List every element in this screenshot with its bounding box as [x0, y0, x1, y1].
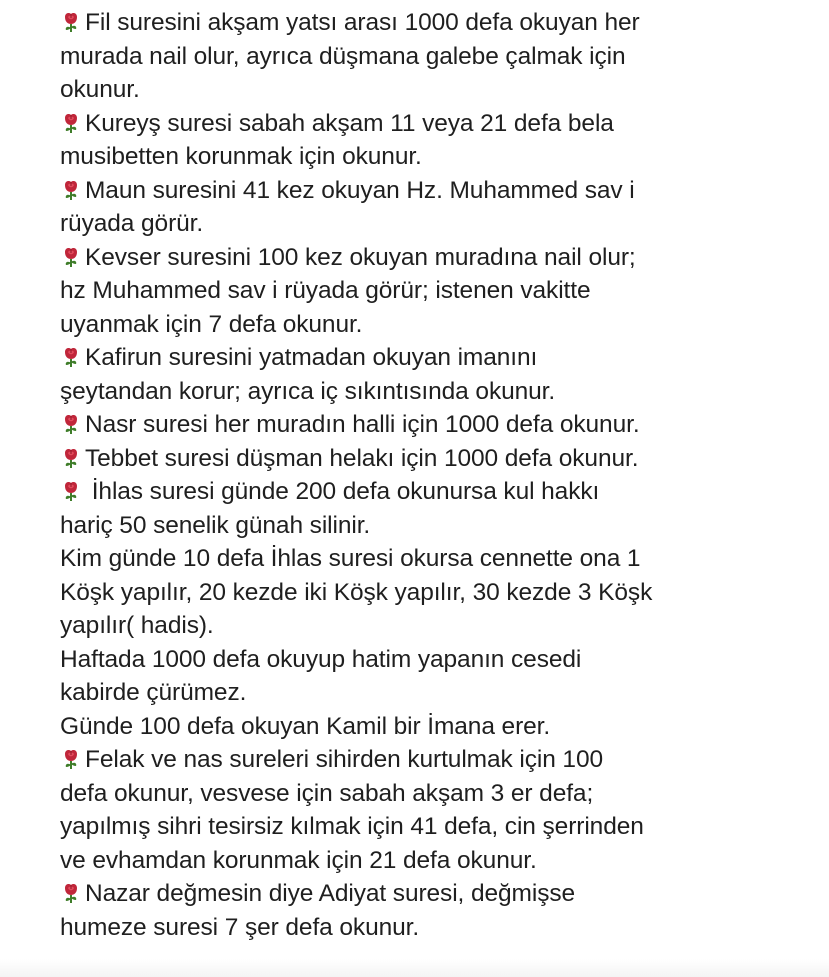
text-line [60, 877, 820, 911]
text-line [60, 676, 820, 710]
line-text: Felak ve nas sureleri sihirden kurtulmak için 100 [85, 746, 603, 773]
rose-icon [60, 244, 82, 266]
paragraph [60, 174, 820, 241]
text-line [60, 609, 820, 643]
text-line [60, 643, 820, 677]
line-text: Kim günde 10 defa İhlas suresi okursa cennette ona 1 [60, 545, 641, 572]
text-line [60, 408, 820, 442]
line-text: yapılmış sihri tesirsiz kılmak için 41 defa, cin şerrinden [60, 813, 644, 840]
text-line [60, 576, 820, 610]
text-line [60, 40, 820, 74]
text-line [60, 308, 820, 342]
line-text: ve evhamdan korunmak için 21 defa okunur. [60, 846, 537, 874]
line-text: okunur. [60, 76, 140, 103]
line-text: hariç 50 senelik günah silinir. [60, 511, 371, 539]
line-text: İhlas suresi günde 200 defa okunursa kul hakkı [85, 478, 600, 505]
text-line [60, 241, 820, 275]
line-text: Nazar değmesin diye Adiyat suresi, değmişse [85, 880, 576, 907]
paragraph [60, 6, 820, 107]
rose-icon [60, 746, 82, 768]
text-line [60, 341, 820, 375]
text-line [60, 174, 820, 208]
line-text: murada nail olur, ayrıca düşmana galebe çalmak için [60, 42, 626, 70]
paragraph [60, 542, 820, 643]
text-line [60, 743, 820, 777]
paragraph [60, 442, 820, 476]
text-line [60, 140, 820, 174]
bottom-divider [0, 959, 829, 977]
rose-icon [60, 177, 82, 199]
rose-icon [60, 9, 82, 31]
paragraph [60, 877, 820, 944]
text-line [60, 73, 820, 107]
rose-icon [60, 411, 82, 433]
text-line [60, 6, 820, 40]
text-line [60, 475, 820, 509]
line-text: şeytandan korur; ayrıca iç sıkıntısında okunur. [60, 377, 556, 405]
text-line [60, 442, 820, 476]
line-text: kabirde çürümez. [60, 679, 247, 706]
paragraph [60, 710, 820, 744]
text-line [60, 911, 820, 945]
line-text: Fil suresini akşam yatsı arası 1000 defa okuyan her [85, 9, 640, 36]
text-line [60, 509, 820, 543]
line-text: yapılır( hadis). [60, 612, 214, 639]
paragraph [60, 408, 820, 442]
text-line [60, 107, 820, 141]
paragraph [60, 341, 820, 408]
line-text: Kureyş suresi sabah akşam 11 veya 21 defa bela [85, 109, 614, 137]
paragraph [60, 743, 820, 877]
text-line [60, 844, 820, 878]
text-line [60, 810, 820, 844]
text-line [60, 777, 820, 811]
rose-icon [60, 880, 82, 902]
text-line [60, 710, 820, 744]
line-text: rüyada görür. [60, 210, 204, 237]
line-text: Maun suresini 41 kez okuyan Hz. Muhammed sav i [85, 176, 635, 204]
line-text: Kevser suresini 100 kez okuyan muradına nail olur; [85, 243, 636, 271]
line-text: Nasr suresi her muradın halli için 1000 defa okunur. [85, 411, 640, 438]
rose-icon [60, 478, 82, 500]
line-text: uyanmak için 7 defa okunur. [60, 310, 363, 338]
paragraph [60, 643, 820, 710]
rose-icon [60, 445, 82, 467]
line-text: Günde 100 defa okuyan Kamil bir İmana erer. [60, 712, 551, 740]
paragraph [60, 475, 820, 542]
line-text: Tebbet suresi düşman helakı için 1000 defa okunur. [85, 444, 639, 472]
paragraph [60, 107, 820, 174]
text-line [60, 542, 820, 576]
line-text: Köşk yapılır, 20 kezde iki Köşk yapılır, 30 kezde 3 Köşk [60, 578, 653, 606]
text-line [60, 375, 820, 409]
line-text: Haftada 1000 defa okuyup hatim yapanın cesedi [60, 645, 582, 673]
line-text: humeze suresi 7 şer defa okunur. [60, 913, 420, 941]
paragraph [60, 241, 820, 342]
line-text: Kafirun suresini yatmadan okuyan imanını [85, 344, 538, 371]
rose-icon [60, 344, 82, 366]
text-line [60, 274, 820, 308]
text-line [60, 207, 820, 241]
line-text: musibetten korunmak için okunur. [60, 143, 422, 170]
line-text: defa okunur, vesvese için sabah akşam 3 er defa; [60, 779, 594, 807]
line-text: hz Muhammed sav i rüyada görür; istenen vakitte [60, 277, 591, 304]
post-text [60, 6, 820, 944]
rose-icon [60, 110, 82, 132]
